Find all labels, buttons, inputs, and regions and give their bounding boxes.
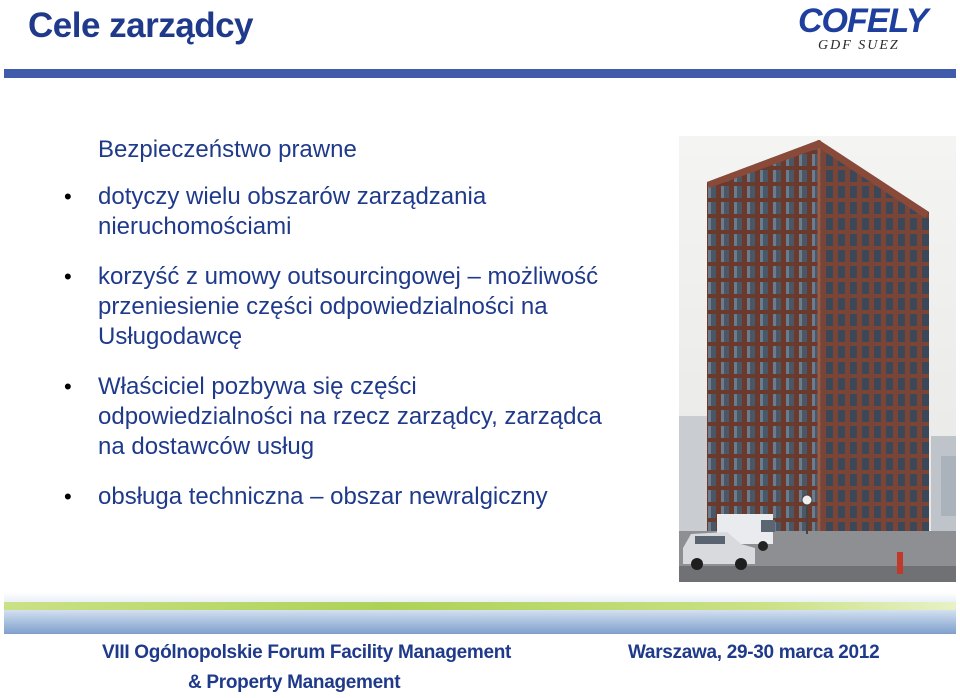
bullet-line: Usługodawcę [98, 323, 243, 350]
bullet-line: korzyść z umowy outsourcingowej – możliwość [98, 263, 599, 290]
logo-sub-text: GDF SUEZ [818, 38, 900, 53]
footer-gradient-band [4, 592, 956, 634]
footer [4, 634, 956, 696]
slide-title: Cele zarządcy [28, 6, 254, 45]
bullet-line: na dostawców usług [98, 433, 315, 460]
footer-green-stripe [4, 602, 956, 610]
bullet-line: nieruchomościami [98, 213, 292, 240]
bullet-dot-icon: • [64, 484, 72, 509]
bullet-dot-icon: • [64, 264, 72, 289]
cofely-logo [798, 2, 934, 58]
bullet-item [62, 482, 662, 512]
logo-main-text: COFELY [798, 2, 928, 40]
bullet-line: odpowiedzialności na rzecz zarządcy, zarządca [98, 403, 602, 430]
bullet-line: przeniesienie części odpowiedzialności na [98, 293, 548, 320]
bullet-line: Właściciel pozbywa się części [98, 373, 417, 400]
header-rule [4, 69, 956, 78]
bullet-item [62, 372, 662, 462]
bullet-list [62, 182, 662, 532]
footer-event-line1: VIII Ogólnopolskie Forum Facility Management [102, 642, 512, 663]
bullet-item [62, 182, 662, 242]
footer-event-line2: & Property Management [188, 672, 401, 693]
footer-event-name [102, 638, 511, 698]
bullet-line: obsługa techniczna – obszar newralgiczny [98, 483, 548, 510]
office-building-photo [679, 136, 956, 582]
section-subtitle: Bezpieczeństwo prawne [98, 136, 357, 163]
bullet-line: dotyczy wielu obszarów zarządzania [98, 183, 487, 210]
bullet-dot-icon: • [64, 184, 72, 209]
footer-place-date: Warszawa, 29-30 marca 2012 [628, 642, 880, 663]
bullet-item [62, 262, 662, 352]
bullet-dot-icon: • [64, 374, 72, 399]
